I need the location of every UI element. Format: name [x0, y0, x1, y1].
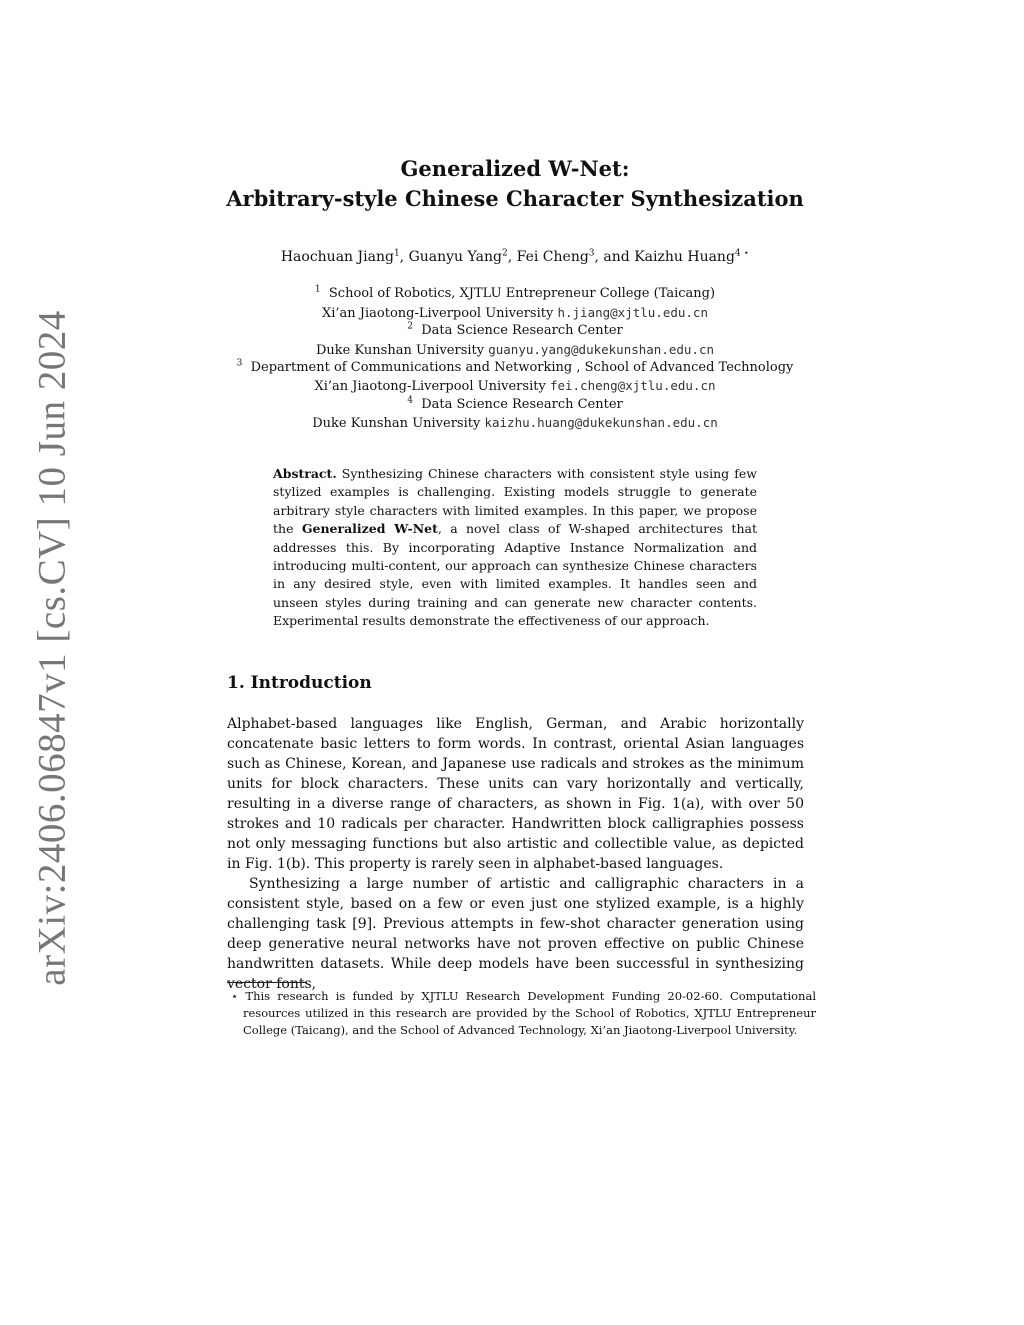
- affiliation-text: Data Science Research Center: [421, 397, 623, 412]
- affiliation-line: [200, 378, 830, 394]
- author-mark: 4 ⋆: [734, 248, 750, 259]
- affiliation-text: Department of Communications and Networking , School of Advanced Technology: [250, 360, 794, 375]
- author-name: Haochuan Jiang: [280, 249, 394, 265]
- abstract-emphasis: Generalized W-Net: [301, 521, 438, 537]
- affiliation-line: [200, 305, 830, 321]
- affiliation-text: School of Robotics, XJTLU Entrepreneur College (Taicang): [328, 286, 716, 301]
- footnote-mark: ⋆: [231, 989, 239, 1003]
- author-mark: 1: [393, 248, 400, 259]
- abstract-text: Synthesizing Chinese characters with consistent style using few stylized examples is challenging. Existing models struggle to generate arbitrary style characters with limited examples. In this paper, we propose the: [273, 466, 757, 537]
- affiliation-text: Duke Kunshan University: [312, 416, 485, 431]
- author-name: Fei Cheng: [516, 249, 589, 265]
- author-name: Guanyu Yang: [408, 249, 502, 265]
- author-name: Kaizhu Huang: [634, 249, 735, 265]
- footnote-divider: [227, 982, 307, 983]
- affiliation-line: [200, 286, 830, 301]
- affiliation-line: [200, 360, 830, 375]
- affiliation-text: Data Science Research Center: [421, 323, 623, 338]
- arxiv-side-identifier: arXiv:2406.06847v1 [cs.CV] 10 Jun 2024: [30, 310, 74, 986]
- affiliation-line: [200, 397, 830, 412]
- footnote: [231, 988, 816, 1040]
- author-separator: , and: [594, 249, 635, 265]
- affiliation-line: [200, 415, 830, 431]
- affiliation-text: Duke Kunshan University: [315, 343, 489, 358]
- email-address: guanyu.yang@dukekunshan.edu.cn: [488, 342, 715, 357]
- paper-title-line-1: Generalized W-Net:: [400, 156, 630, 181]
- email-address: h.jiang@xjtlu.edu.cn: [557, 305, 708, 320]
- email-address: fei.cheng@xjtlu.edu.cn: [549, 378, 716, 393]
- affiliation-line: [200, 323, 830, 338]
- author-separator: ,: [507, 249, 517, 265]
- affiliation-text: Xi’an Jiaotong-Liverpool University: [322, 306, 558, 321]
- affiliation-mark: 2: [407, 321, 413, 332]
- author-separator: ,: [399, 249, 409, 265]
- abstract: [273, 465, 757, 631]
- author-mark: 3: [588, 248, 595, 259]
- body-paragraph: Synthesizing a large number of artistic and calligraphic characters in a consistent style, based on a few or even just one stylized example, is a highly challenging task [9]. Previous attempts in few-shot character generation using deep generative neural networks have not proven effective on public Chinese handwritten datasets. While deep models have been successful in synthesizing vector fonts,: [227, 876, 804, 992]
- affiliation-line: [200, 342, 830, 358]
- abstract-label: Abstract.: [273, 466, 337, 481]
- body-paragraph: Alphabet-based languages like English, German, and Arabic horizontally concatenate basic letters to form words. In contrast, oriental Asian languages such as Chinese, Korean, and Japanese use radicals and strokes as the minimum units for block characters. These units can vary horizontally and vertically, resulting in a diverse range of characters, as shown in Fig. 1(a), with over 50 strokes and 10 radicals per character. Handwritten block calligraphies possess not only messaging functions but also artistic and collectible value, as depicted in Fig. 1(b). This property is rarely seen in alphabet-based languages.: [227, 716, 804, 872]
- affiliation-mark: 4: [407, 395, 413, 406]
- abstract-text: , a novel class of W-shaped architectures that addresses this. By incorporating Adaptive Instance Normalization and introducing multi-content, our approach can synthesize Chinese characters in any desired style, even with limited examples. It handles seen and unseen styles during training and can generate new character contents. Experimental results demonstrate the effectiveness of our approach.: [273, 521, 757, 629]
- author-list: [200, 249, 830, 265]
- section-heading: 1. Introduction: [227, 673, 372, 693]
- paper-title-line-2: Arbitrary-style Chinese Character Synthesization: [226, 186, 804, 211]
- affiliation-text: Xi’an Jiaotong-Liverpool University: [314, 379, 550, 394]
- footnote-text: This research is funded by XJTLU Research Development Funding 20-02-60. Computational resources utilized in this research are provided by the School of Robotics, XJTLU Entrepreneur College (Taicang), and the School of Advanced Technology, Xi’an Jiaotong-Liverpool University.: [243, 989, 816, 1038]
- author-mark: 2: [502, 248, 508, 259]
- affiliation-mark: 3: [236, 358, 243, 369]
- email-address: kaizhu.huang@dukekunshan.edu.cn: [484, 415, 718, 430]
- affiliation-mark: 1: [314, 284, 321, 295]
